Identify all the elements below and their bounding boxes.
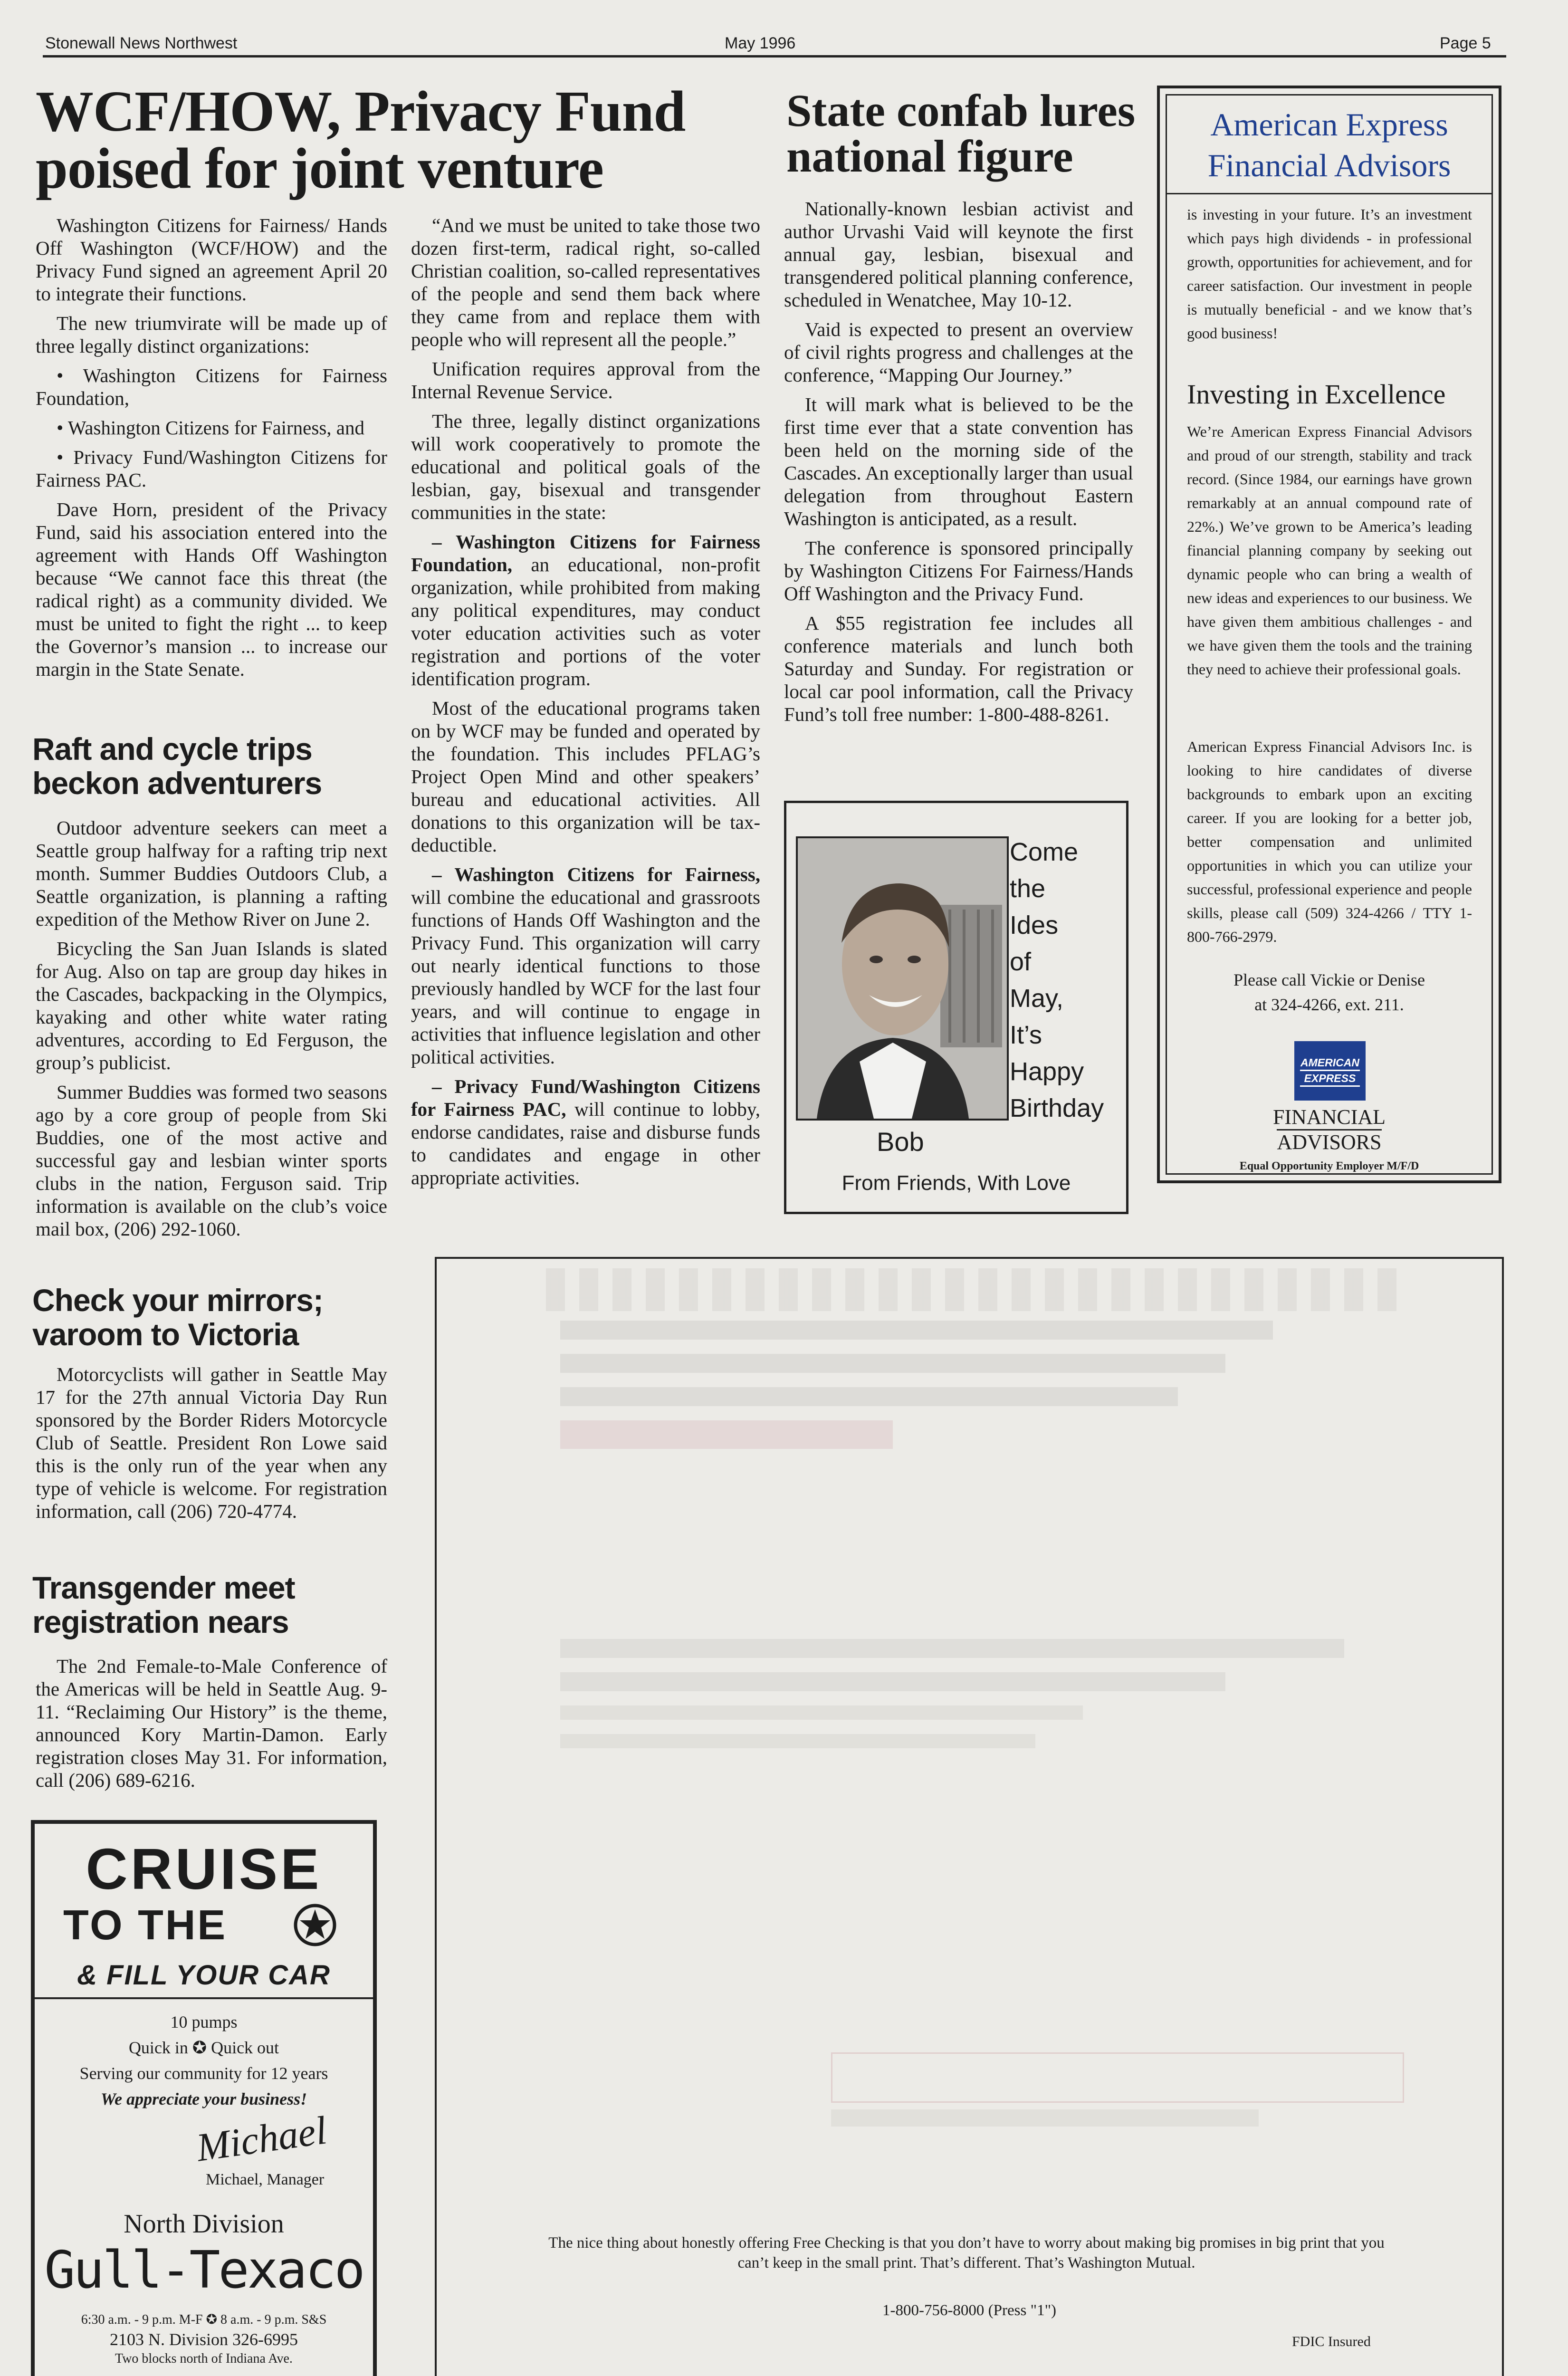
bank-fdic: FDIC Insured xyxy=(1292,2334,1371,2349)
amex-body: We’re American Express Financial Advisors and proud of our strength, stability and track record. (Since 1984, our earnings have grown remarkably at an annual compound rate of 22%.) We’ve grown to be America’s leading financial planning company by seeking out dynamic people who can bring a wealth of new ideas and experiences to our business. We have given them ambitious challenges - and we have given them the tools and the training they need to achieve their professional goals. xyxy=(1187,423,1472,678)
cruise-ad xyxy=(31,1820,377,2376)
raft-headline-line2: beckon adventurers xyxy=(32,766,322,801)
transgender-headline-line1: Transgender meet xyxy=(32,1570,295,1605)
birthday-line: It’s xyxy=(1010,1021,1042,1049)
raft-paragraph: Outdoor adventure seekers can meet a Seattle group halfway for a rafting trip next month. Summer Buddies Outdoors Club, a Seattle organization, is planning a rafting expedition of the Methow River on June 2. xyxy=(36,817,387,930)
birthday-line: Come xyxy=(1010,838,1079,866)
birthday-line: Ides xyxy=(1010,911,1059,939)
cruise-quick: Quick in ✪ Quick out xyxy=(128,2038,279,2057)
raft-paragraph: Bicycling the San Juan Islands is slated for Aug. Also on tap are group day hikes in the Cascades, backpacking in the Olympics, kayaking and other white water rating adventures, according to Ed Ferguson, the group’s publicist. xyxy=(36,938,387,1073)
birthday-line: of xyxy=(1010,948,1032,976)
star-icon xyxy=(294,1904,336,1946)
cruise-manager: Michael, Manager xyxy=(206,2171,325,2188)
header-rule xyxy=(43,55,1506,57)
faded-print-line xyxy=(560,1639,1344,1658)
transgender-headline-line2: registration nears xyxy=(32,1604,289,1639)
issue-date: May 1996 xyxy=(725,34,796,52)
amex-advisors-line1: FINANCIAL xyxy=(1272,1105,1386,1129)
paper-name: Stonewall News Northwest xyxy=(45,34,238,52)
birthday-message xyxy=(1010,834,1124,1127)
lead-paragraph: Dave Horn, president of the Privacy Fund, said his association entered into the agreement with Hands Off Washington because “We cannot face this threat (the radical right) as a community divided. We must be united to fight the right ... to keep the Governor’s mansion ... to increase our margin in the State Senate. xyxy=(36,498,387,680)
amex-title xyxy=(1167,104,1492,186)
faded-print-line xyxy=(560,1734,1035,1748)
confab-paragraph: It will mark what is believed to be the first time ever that a state convention has been held on the morning side of the Cascades. An exceptionally larger than usual delegation from throughout Eastern Washington is anticipated, as a result. xyxy=(784,393,1133,529)
faded-print-line xyxy=(560,1387,1178,1406)
lead-paragraph xyxy=(411,530,760,690)
amex-logo-line2: EXPRESS xyxy=(1300,1070,1360,1087)
birthday-photo xyxy=(796,836,1009,1121)
cruise-title: CRUISE xyxy=(86,1837,322,1901)
amex-title-line1: American Express xyxy=(1210,106,1448,143)
faded-print-line xyxy=(560,1672,1225,1691)
confab-headline-line2: national figure xyxy=(786,131,1073,182)
org-description: will combine the educational and grassroots functions of Hands Off Washington and the Privacy Fund. This organization will carry out nearly identical functions to those previously handled by WCF for the last four years, and will continue to engage in activities that influence legislation and other political activities. xyxy=(411,886,760,1068)
lead-paragraph: “And we must be united to take those two dozen first-term, radical right, so-called Christian coalition, so-called representatives of the people and send them back where they came from and replace them with people who will represent all the people.” xyxy=(411,214,760,350)
cruise-directions: Two blocks north of Indiana Ave. xyxy=(115,2351,293,2366)
confab-headline xyxy=(786,85,1157,182)
lead-paragraph: Washington Citizens for Fairness/ Hands Off Washington (WCF/HOW) and the Privacy Fund signed an agreement April 20 to integrate their functions. xyxy=(36,214,387,305)
amex-logo-line1: AMERICAN xyxy=(1300,1056,1359,1069)
cruise-footer xyxy=(35,2311,373,2368)
transgender-headline xyxy=(32,1571,393,1639)
raft-body xyxy=(36,816,387,1247)
birthday-line: Happy xyxy=(1010,1057,1084,1086)
org-name-bold: – Washington Citizens for Fairness, xyxy=(432,863,760,885)
org-description: an educational, non-profit organization, while prohibited from making any political expenditures, may conduct voter education activities such as voter registration and portions of the voter identification program. xyxy=(411,554,760,690)
lead-paragraph: Unification requires approval from the Internal Revenue Service. xyxy=(411,358,760,402)
amex-advisors xyxy=(1167,1105,1492,1154)
mirrors-paragraph: Motorcyclists will gather in Seattle May 17 for the 27th annual Victoria Day Run sponsored by the Border Riders Motorcycle Club of Seattle. President Ron Lowe said this is the only run of the year when any type of vehicle is welcome. For registration information, call (206) 720-4774. xyxy=(36,1363,387,1522)
faded-print-band xyxy=(546,1268,1401,1311)
org-description: will continue to lobby, endorse candidates, raise and disburse funds to candidates and engage in other appropriate activities. xyxy=(411,1098,760,1188)
cruise-appreciate: We appreciate your business! xyxy=(100,2089,307,2108)
lead-paragraph: The three, legally distinct organizations will work cooperatively to promote the educational and political goals of the lesbian, gay, bisexual and transgender communities in the state: xyxy=(411,410,760,523)
cruise-rule xyxy=(35,1997,373,1999)
page-number: Page 5 xyxy=(1440,34,1491,52)
mirrors-headline-line1: Check your mirrors; xyxy=(32,1283,323,1318)
transgender-body xyxy=(36,1655,387,1798)
faded-calendar-row xyxy=(831,2052,1404,2103)
bank-tagline: The nice thing about honestly offering Free Checking is that you don’t have to worry about making big promises in big print that you can’t keep in the small print. That’s different. That’s Washington Mutual. xyxy=(548,2234,1385,2271)
faded-print-line xyxy=(560,1354,1225,1373)
confab-paragraph: Vaid is expected to present an overview of civil rights progress and challenges at the conference, “Mapping Our Journey.” xyxy=(784,318,1133,386)
amex-ad xyxy=(1157,86,1501,1183)
cruise-serving: Serving our community for 12 years xyxy=(79,2064,328,2083)
org-name-bold: – Washington Citizens for Fairness Foundation, xyxy=(411,531,760,575)
faded-red-block xyxy=(560,1420,893,1449)
amex-ad-inner xyxy=(1166,94,1493,1175)
lead-bullet: • Privacy Fund/Washington Citizens for Fairness PAC. xyxy=(36,446,387,491)
cruise-fill-car: & FILL YOUR CAR xyxy=(77,1960,331,1991)
birthday-ad xyxy=(784,801,1128,1214)
confab-paragraph: A $55 registration fee includes all conference materials and lunch both Saturday and Sunday. For registration or local car pool information, call the Privacy Fund’s toll free number: 1-800-488-8261. xyxy=(784,612,1133,725)
birthday-line: the xyxy=(1010,874,1046,903)
cruise-signature: Michael xyxy=(193,2108,330,2170)
cruise-pumps: 10 pumps xyxy=(170,2012,238,2031)
lead-paragraph xyxy=(411,1075,760,1189)
mirrors-body xyxy=(36,1363,387,1529)
amex-contact-line1: Please call Vickie or Denise xyxy=(1233,970,1425,989)
raft-paragraph: Summer Buddies was formed two seasons ago by a core group of people from Ski Buddies, one of the most active and successful gay and lesbian winter sports clubs in the nation, Ferguson said. Trip information is available on the club’s voice mail box, (206) 292-1060. xyxy=(36,1081,387,1240)
confab-headline-line1: State confab lures xyxy=(786,85,1136,136)
bank-ad xyxy=(435,1257,1504,2376)
portrait-image xyxy=(798,838,1007,1119)
lead-headline xyxy=(36,79,777,201)
lead-paragraph: The new triumvirate will be made up of three legally distinct organizations: xyxy=(36,312,387,357)
amex-contact-line2: at 324-4266, ext. 211. xyxy=(1254,995,1404,1014)
amex-logo xyxy=(1294,1041,1366,1101)
confab-paragraph: Nationally-known lesbian activist and author Urvashi Vaid will keynote the first annual gay, lesbian, bisexual and transgendered political planning conference, scheduled in Wenatchee, May 10-12. xyxy=(784,198,1133,311)
lead-paragraph xyxy=(411,863,760,1068)
birthday-line: May, xyxy=(1010,984,1064,1013)
birthday-name: Bob xyxy=(877,1127,924,1157)
org-name-bold: – Privacy Fund/Washington Citizens for Fairness PAC, xyxy=(411,1075,760,1120)
amex-hiring: American Express Financial Advisors Inc. is looking to hire candidates of diverse backgrounds to embark upon an exciting career. If you are looking for a better job, better compensation and unlimited opportunities in which you can utilize your successful, professional experience and people skills, please call (509) 324-4266 / TTY 1-800-766-2979. xyxy=(1187,738,1472,945)
mirrors-headline-line2: varoom to Victoria xyxy=(32,1317,299,1352)
lead-bullet: • Washington Citizens for Fairness Foundation, xyxy=(36,364,387,409)
cruise-details xyxy=(35,2009,373,2112)
mirrors-headline xyxy=(32,1283,393,1351)
lead-bullet: • Washington Citizens for Fairness, and xyxy=(57,417,364,439)
lead-paragraph: Most of the educational programs taken on by WCF may be funded and operated by the foundation. This includes PFLAG’s Project Open Mind and other speakers’ bureau and educational activities. All donations to this organization will be tax-deductible. xyxy=(411,697,760,856)
bank-phone: 1-800-756-8000 (Press "1") xyxy=(882,2302,1057,2319)
faded-print-line xyxy=(560,1321,1273,1340)
raft-headline-line1: Raft and cycle trips xyxy=(32,731,312,766)
birthday-from: From Friends, With Love xyxy=(841,1171,1071,1195)
amex-contact xyxy=(1167,968,1492,1017)
lead-story-col1 xyxy=(36,214,387,687)
cruise-brand: Gull-Texaco xyxy=(44,2241,363,2300)
transgender-paragraph: The 2nd Female-to-Male Conference of the Americas will be held in Seattle Aug. 9-11. “Reclaiming Our History” is the theme, announced Kory Martin-Damon. Early registration closes May 31. For information, call (206) 689-6216. xyxy=(36,1655,387,1791)
amex-subhead: Investing in Excellence xyxy=(1187,379,1446,410)
confab-body xyxy=(784,197,1133,732)
cruise-hours: 6:30 a.m. - 9 p.m. M-F ✪ 8 a.m. - 9 p.m. S&S xyxy=(81,2312,327,2327)
faded-print-line xyxy=(831,2109,1259,2127)
lead-headline-line2: poised for joint venture xyxy=(36,136,603,201)
raft-headline xyxy=(32,732,393,800)
lead-headline-line1: WCF/HOW, Privacy Fund xyxy=(36,79,686,144)
cruise-division: North Division xyxy=(124,2209,284,2239)
amex-advisors-line2: ADVISORS xyxy=(1277,1129,1381,1154)
faded-print-line xyxy=(560,1705,1083,1720)
confab-paragraph: The conference is sponsored principally by Washington Citizens For Fairness/Hands Off Washington and the Privacy Fund. xyxy=(784,537,1133,604)
amex-title-line2: Financial Advisors xyxy=(1207,147,1451,183)
birthday-line: Birthday xyxy=(1010,1094,1104,1122)
cruise-to-the: TO THE xyxy=(63,1901,228,1948)
amex-intro: is investing in your future. It’s an investment which pays high dividends - in professional growth, opportunities for achievement, and for career satisfaction. Our investment in people is mutually beneficial - and we know that’s good business! xyxy=(1187,206,1472,342)
lead-story-col2 xyxy=(411,214,760,1196)
amex-title-rule xyxy=(1167,193,1492,194)
cruise-address: 2103 N. Division 326-6995 xyxy=(110,2330,298,2349)
amex-eoe: Equal Opportunity Employer M/F/D xyxy=(1239,1160,1419,1172)
